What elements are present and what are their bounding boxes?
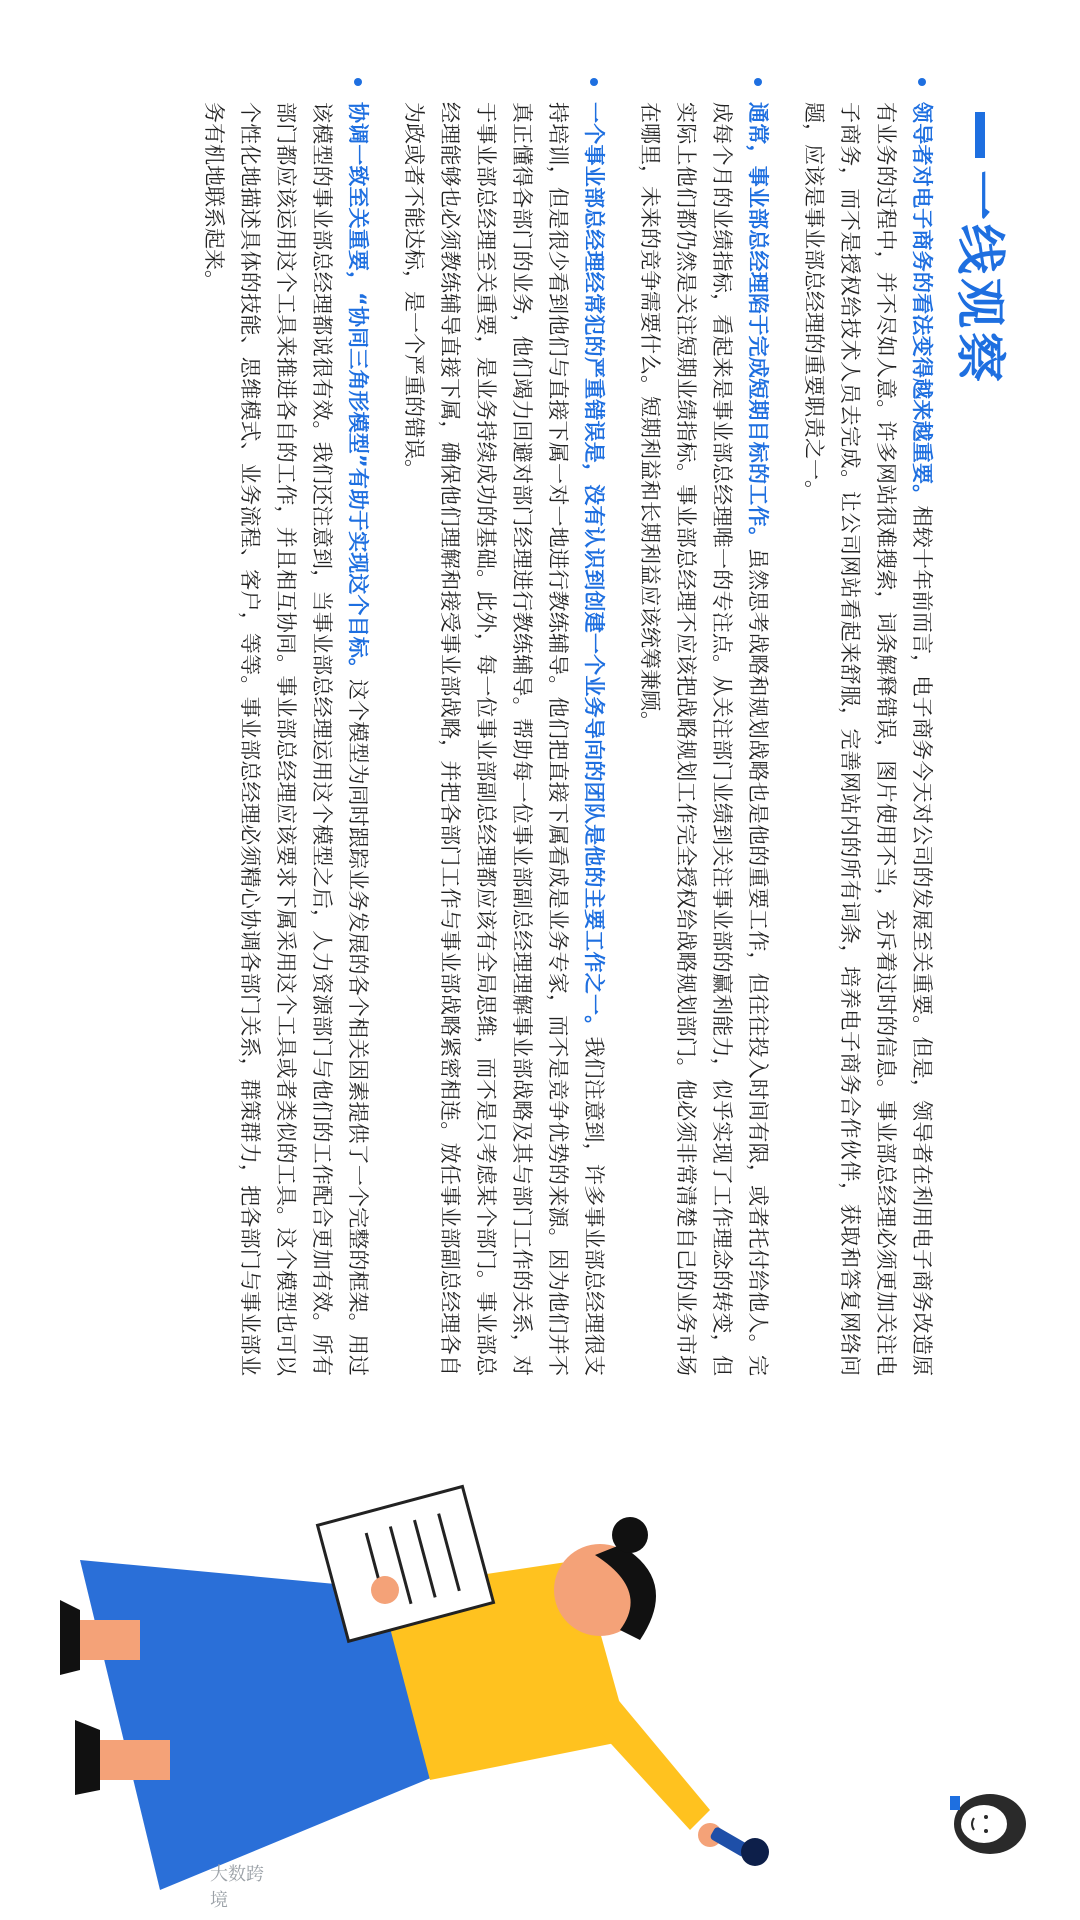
bullet-dot bbox=[918, 78, 926, 86]
paragraph-lead: 通常，事业部总经理陷于完成短期目标的工作。 bbox=[746, 102, 770, 548]
paragraph-text: 相较十年前而言，电子商务今天对公司的发展至关重要。但是，领导者在利用电子商务改造原有业务的过程中，并不尽如人意。许多网站很难搜索，词条解释错误，图片使用不当，充斥着过时的信息。事业部总经理必须更加关注电子商务，而不是授权给技术人员去完成。让公司网站看起来舒服，完善网站内的所有词条，培养电子商务合作伙伴，获取和答复网络问题，应该是事业部总经理的重要职责之一。 bbox=[802, 102, 934, 1377]
shoe-right bbox=[75, 1720, 100, 1795]
bullet-dot bbox=[354, 78, 362, 86]
page-title: 一线观察 bbox=[951, 170, 1009, 386]
bullet-dot bbox=[590, 78, 598, 86]
bullet-dot bbox=[754, 78, 762, 86]
reporter-illustration bbox=[60, 1440, 780, 1900]
arm-raised bbox=[580, 1690, 710, 1830]
paragraph-2 bbox=[632, 76, 776, 1376]
paragraph-1 bbox=[796, 76, 940, 1376]
paragraph-4 bbox=[196, 76, 376, 1376]
paragraph-text: 这个模型为同时跟踪业务发展的各个相关因素提供了一个完整的框架。用过该模型的事业部总经理都说很有效。我们还注意到，当事业部总经理运用这个模型之后，人力资源部门与他们的工作配合更加有效。所有部门都应该运用这个工具来推进各自的工作，并且相互协同。事业部总经理应该要求下属采用这个工具或者类似的工具。这个模型也可以个性化地描述具体的技能、思维模式、业务流程、客户，等等。事业部总经理必须精心协调各部门关系，群策群力，把各部门与事业部业务有机地联系起来。 bbox=[202, 102, 370, 1377]
hand-holding-doc bbox=[371, 1576, 399, 1604]
shoe-left bbox=[60, 1600, 80, 1675]
title-accent-bar bbox=[975, 112, 985, 158]
paragraph-lead: 领导者对电子商务的看法变得越来越重要。 bbox=[910, 102, 934, 506]
paragraph-text: 我们注意到，许多事业部总经理很支持培训，但是很少看到他们与直接下属一对一地进行教练辅导。他们把直接下属看成是业务专家，而不是竞争优势的来源。因为他们并不真正懂得各部门的业务，他们竭力回避对部门经理进行教练辅导。帮助每一位事业部副总经理理解事业部战略及其与部门工作的关系，对于事业部总经理至关重要，是业务持续成功的基础。此外，每一位事业部副总经理都应该有全局思维，而不是只考虑某个部门。事业部总经理能够也必须教练辅导直接下属，确保他们理解和接受事业部战略，并把各部门工作与事业部战略紧密相连。放任事业部副总经理各自为政或者不能达标，是一个严重的错误。 bbox=[402, 102, 606, 1376]
paragraph-text: 虽然思考战略和规划战略也是他的重要工作，但往往投入时间有限，或者托付给他人。完成每个月的业绩指标，看起来是事业部总经理唯一的专注点。从关注部门业绩到关注事业部的赢利能力，似乎实现了工作理念的转变，但实际上他们都仍然是关注短期业绩指标。事业部总经理不应该把战略规划工作完全授权给战略规划部门。他必须非常清楚自己的业务市场在哪里，未来的竞争需要什么。短期利益和长期利益应该统筹兼顾。 bbox=[638, 102, 770, 1376]
microphone-head bbox=[741, 1838, 769, 1866]
watermark-text: 大数跨境 bbox=[210, 1864, 264, 1911]
article-body bbox=[176, 76, 940, 1376]
paragraph-lead: 协调一致至关重要，“协同三角形模型”有助于实现这个目标。 bbox=[346, 102, 370, 680]
hair-bun bbox=[612, 1517, 648, 1553]
avatar-icon bbox=[940, 1788, 1030, 1860]
paragraph-3 bbox=[396, 76, 612, 1376]
leg-left bbox=[70, 1620, 140, 1660]
leg-right bbox=[90, 1740, 170, 1780]
paragraph-lead: 一个事业部总经理经常犯的严重错误是，没有认识到创建一个业务导向的团队是他的主要工作之一。 bbox=[582, 102, 606, 1037]
